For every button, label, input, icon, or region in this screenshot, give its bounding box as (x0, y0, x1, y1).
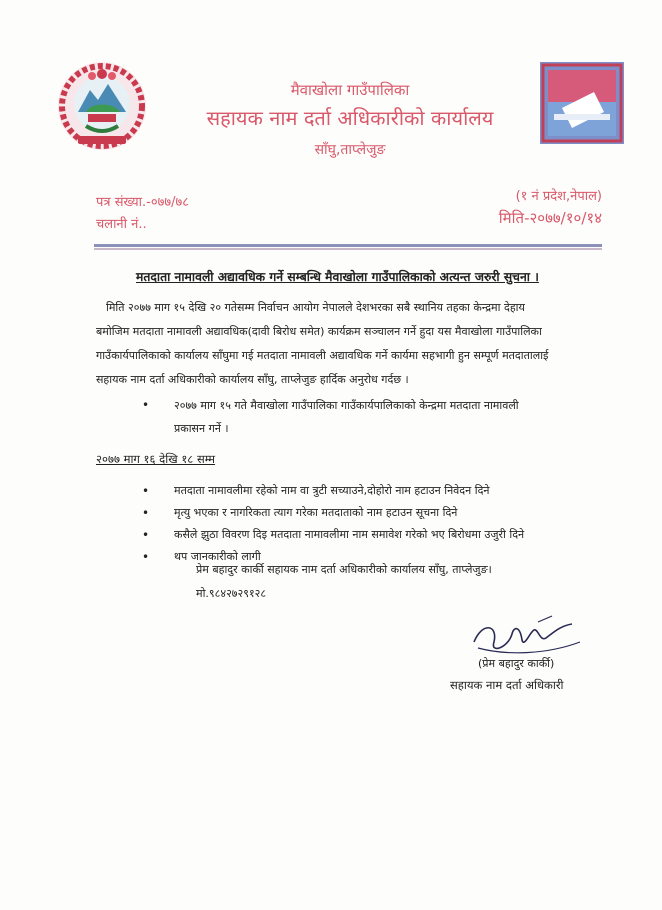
paragraph-line: गाउँकार्यपालिकाको कार्यालय साँघुमा गई मतदाता नामावली अद्यावधिक गर्ने कार्यमा सहभागी हुन सम्पूर्ण मतदातालाई (96, 349, 549, 362)
letter-date: मिति-२०७७/१०/१४ (498, 209, 602, 227)
reference-number: पत्र संख्या.-०७७/७८ (96, 195, 189, 210)
signatory-title: सहायक नाम दर्ता अधिकारी (450, 678, 564, 692)
office-name: सहायक नाम दर्ता अधिकारीको कार्यालय (206, 106, 494, 130)
municipality-name: मैवाखोला गाउँपालिका (290, 81, 410, 99)
handwritten-signature (468, 612, 588, 662)
province-label: (१ नं प्रदेश,नेपाल) (515, 189, 602, 204)
list-item-text: मृत्यु भएका र नागरिकता त्याग गरेका मतदाताको नाम हटाउन सूचना दिने (174, 506, 458, 519)
contact-person: प्रेम बहादुर कार्की सहायक नाम दर्ता अधिकारीको कार्यालय साँघु, ताप्लेजुङ। (196, 563, 492, 576)
bullet-icon: • (142, 506, 150, 520)
election-logo-icon (540, 62, 624, 144)
office-address: साँघु,ताप्लेजुङ (314, 142, 386, 158)
notice-title: मतदाता नामावली अद्यावधिक गर्ने सम्बन्धि मैवाखोला गाउँपालिकाको अत्यन्त जरुरी सुचना । (136, 270, 539, 284)
contact-phone: मो.९८४२७२९१२८ (196, 587, 267, 600)
nepal-emblem-icon (56, 60, 148, 152)
bullet-icon: • (142, 528, 150, 542)
list-item-text: थप जानकारीको लागी (174, 550, 261, 563)
list-item (142, 524, 525, 546)
list-item (142, 502, 524, 524)
schedule-list (142, 480, 525, 568)
publication-bullet (142, 394, 519, 440)
list-item-text: कसैले झुठा विवरण दिइ मतदाता नामावलीमा नाम समावेश गरेको भए बिरोधमा उजुरी दिने (174, 528, 525, 541)
bullet-line: २०७७ माग १५ गते मैवाखोला गाउँपालिका गाउँकार्यपालिकाको केन्द्रमा मतदाता नामावली (174, 399, 519, 412)
bullet-icon: • (142, 398, 150, 412)
list-item-text: मतदाता नामावलीमा रहेको नाम वा त्रुटी सच्याउने,दोहोरो नाम हटाउन निवेदन दिने (174, 484, 490, 497)
bullet-line: प्रकासन गर्ने । (174, 422, 229, 435)
paragraph-line: मिति २०७७ माग १५ देखि २० गतेसम्म निर्वाचन आयोग नेपालले देशभरका सबै स्थानिय तहका केन्द्रमा देहाय (106, 301, 525, 314)
notice-paragraph (96, 296, 606, 392)
signatory-name: (प्रेम बहादुर कार्की) (478, 657, 555, 670)
header-divider (94, 244, 602, 250)
paragraph-line: सहायक नाम दर्ता अधिकारीको कार्यालय साँघु, ताप्लेजुङ हार्दिक अनुरोध गर्दछ । (96, 373, 409, 386)
bullet-icon: • (142, 550, 150, 564)
bullet-icon: • (142, 484, 150, 498)
paragraph-line: बमोजिम मतदाता नामावली अद्यावधिक(दावी बिरोध समेत) कार्यक्रम सञ्चालन गर्ने हुदा यस मैवाखोला गाउँपालिका (96, 325, 542, 338)
list-item (142, 480, 524, 502)
dispatch-number: चलानी नं.. (96, 217, 147, 232)
schedule-subheading: २०७७ माग १६ देखि १८ सम्म (96, 452, 216, 466)
